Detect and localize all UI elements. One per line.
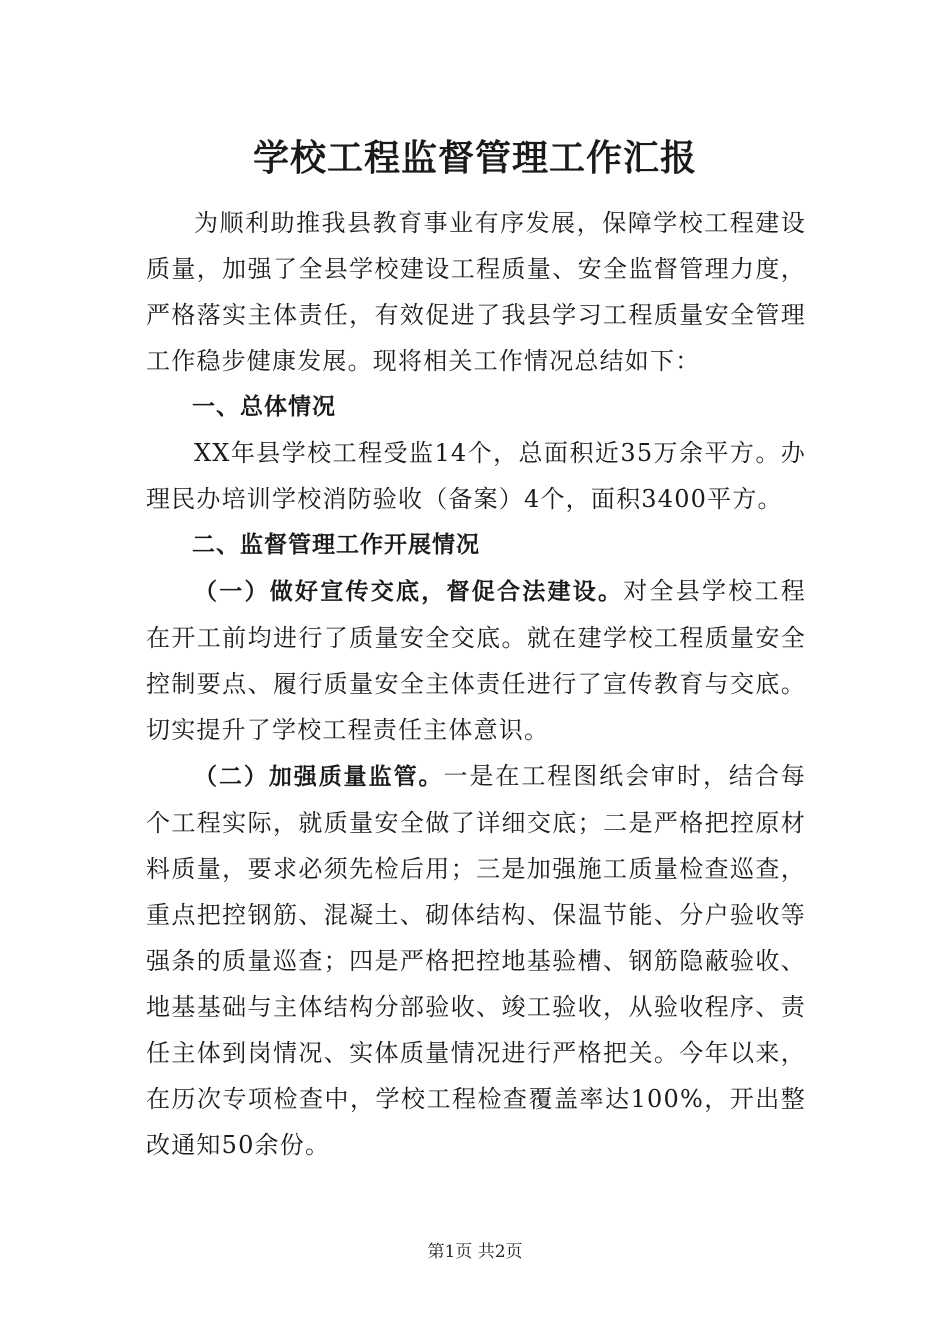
item-lead-quality: （二）加强质量监管。	[194, 764, 444, 790]
item-lead-publicity: （一）做好宣传交底，督促合法建设。	[194, 579, 624, 605]
item-paragraph-publicity	[146, 568, 806, 753]
page-footer: 第1页 共2页	[427, 1242, 523, 1262]
document-body	[146, 200, 806, 1168]
document-title: 学校工程监督管理工作汇报	[252, 137, 697, 179]
item-text-quality: 一是在工程图纸会审时，结合每个工程实际，就质量安全做了详细交底；二是严格把控原材料质量，要求必须先检后用；三是加强施工质量检查巡查，重点把控钢筋、混凝土、砌体结构、保温节能、分户验收等强条的质量巡查；四是严格把控地基验槽、钢筋隐蔽验收、地基基础与主体结构分部验收、竣工验收，从验收程序、责任主体到岗情况、实体质量情况进行严格把关。今年以来，在历次专项检查中，学校工程检查覆盖率达100%，开出整改通知50余份。	[146, 762, 806, 1159]
section-heading-supervision: 二、监督管理工作开展情况	[192, 532, 480, 558]
overview-paragraph: XX年县学校工程受监14个，总面积近35万余平方。办理民办培训学校消防验收（备案）4个，面积3400平方。	[146, 439, 806, 513]
item-text-publicity: 对全县学校工程在开工前均进行了质量安全交底。就在建学校工程质量安全控制要点、履行质量安全主体责任进行了宣传教育与交底。切实提升了学校工程责任主体意识。	[146, 577, 806, 744]
intro-paragraph: 为顺利助推我县教育事业有序发展，保障学校工程建设质量，加强了全县学校建设工程质量、安全监督管理力度，严格落实主体责任，有效促进了我县学习工程质量安全管理工作稳步健康发展。现将相关工作情况总结如下：	[146, 209, 806, 375]
item-paragraph-quality	[146, 753, 806, 1168]
section-heading-overview: 一、总体情况	[192, 394, 336, 420]
